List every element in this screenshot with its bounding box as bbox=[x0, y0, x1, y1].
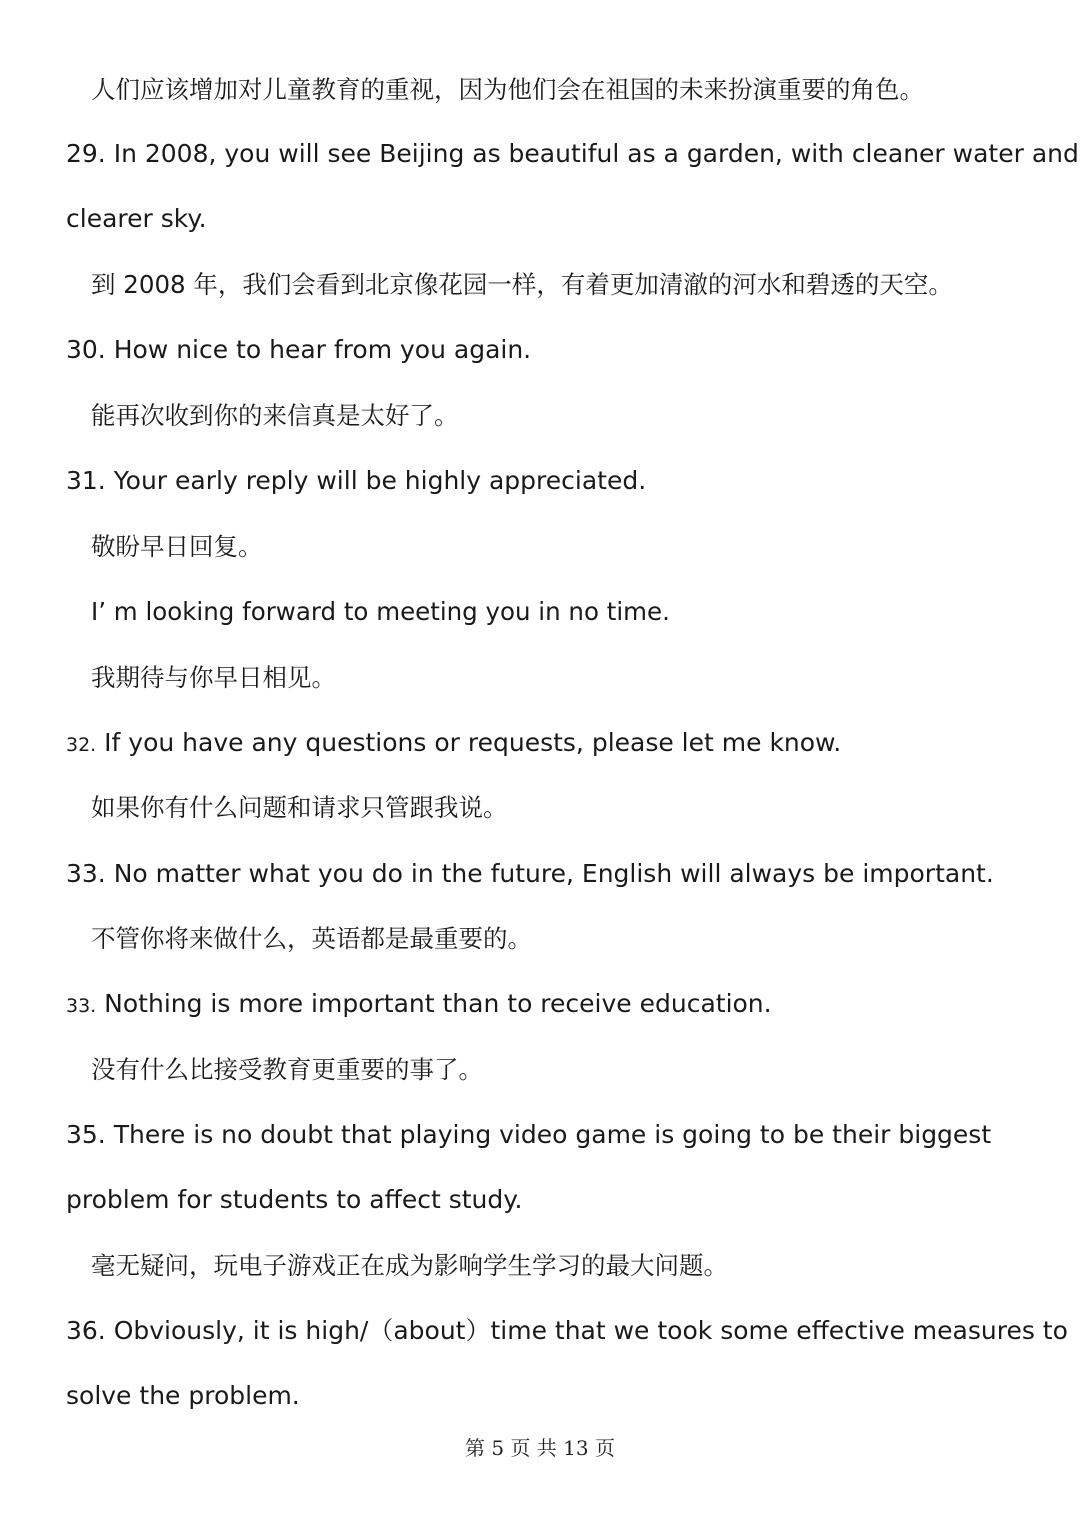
sentence-31: 31. Your early reply will be highly appreciated. bbox=[66, 466, 647, 495]
sentence-35-line-1: 35. There is no doubt that playing video game is going to be their biggest bbox=[66, 1120, 992, 1149]
sentence-36-line-1: 36. Obviously, it is high/（about）time that we took some effective measures to bbox=[66, 1316, 1068, 1345]
text-line-1: 人们应该增加对儿童教育的重视，因为他们会在祖国的未来扮演重要的角色。 bbox=[91, 75, 924, 104]
sentence-32 bbox=[66, 726, 841, 762]
sentence-35-line-2: problem for students to affect study. bbox=[66, 1185, 523, 1214]
sentence-29-line-1: 29. In 2008, you will see Beijing as beautiful as a garden, with cleaner water and bbox=[66, 139, 1079, 168]
translation-29: 到 2008 年，我们会看到北京像花园一样，有着更加清澈的河水和碧透的天空。 bbox=[91, 270, 953, 299]
translation-32: 如果你有什么问题和请求只管跟我说。 bbox=[91, 793, 508, 822]
sentence-36-line-2: solve the problem. bbox=[66, 1381, 300, 1410]
translation-30: 能再次收到你的来信真是太好了。 bbox=[91, 401, 459, 430]
sentence-text: If you have any questions or requests, please let me know. bbox=[104, 728, 842, 757]
translation-33: 不管你将来做什么，英语都是最重要的。 bbox=[91, 924, 532, 953]
translation-35: 毫无疑问，玩电子游戏正在成为影响学生学习的最大问题。 bbox=[91, 1251, 728, 1280]
sentence-text: Nothing is more important than to receive education. bbox=[104, 989, 772, 1018]
translation-31-alt: 我期待与你早日相见。 bbox=[91, 663, 336, 692]
sentence-30: 30. How nice to hear from you again. bbox=[66, 335, 532, 364]
page-footer: 第 5 页 共 13 页 bbox=[465, 1436, 615, 1460]
sentence-31-alt: I’ m looking forward to meeting you in no time. bbox=[91, 597, 670, 626]
sentence-33: 33. No matter what you do in the future, English will always be important. bbox=[66, 859, 994, 888]
sentence-number: 32. bbox=[66, 734, 97, 756]
translation-33-second: 没有什么比接受教育更重要的事了。 bbox=[91, 1055, 483, 1084]
sentence-29-line-2: clearer sky. bbox=[66, 204, 207, 233]
sentence-33-second bbox=[66, 987, 772, 1023]
translation-31: 敬盼早日回复。 bbox=[91, 532, 263, 561]
sentence-number: 33. bbox=[66, 995, 97, 1017]
